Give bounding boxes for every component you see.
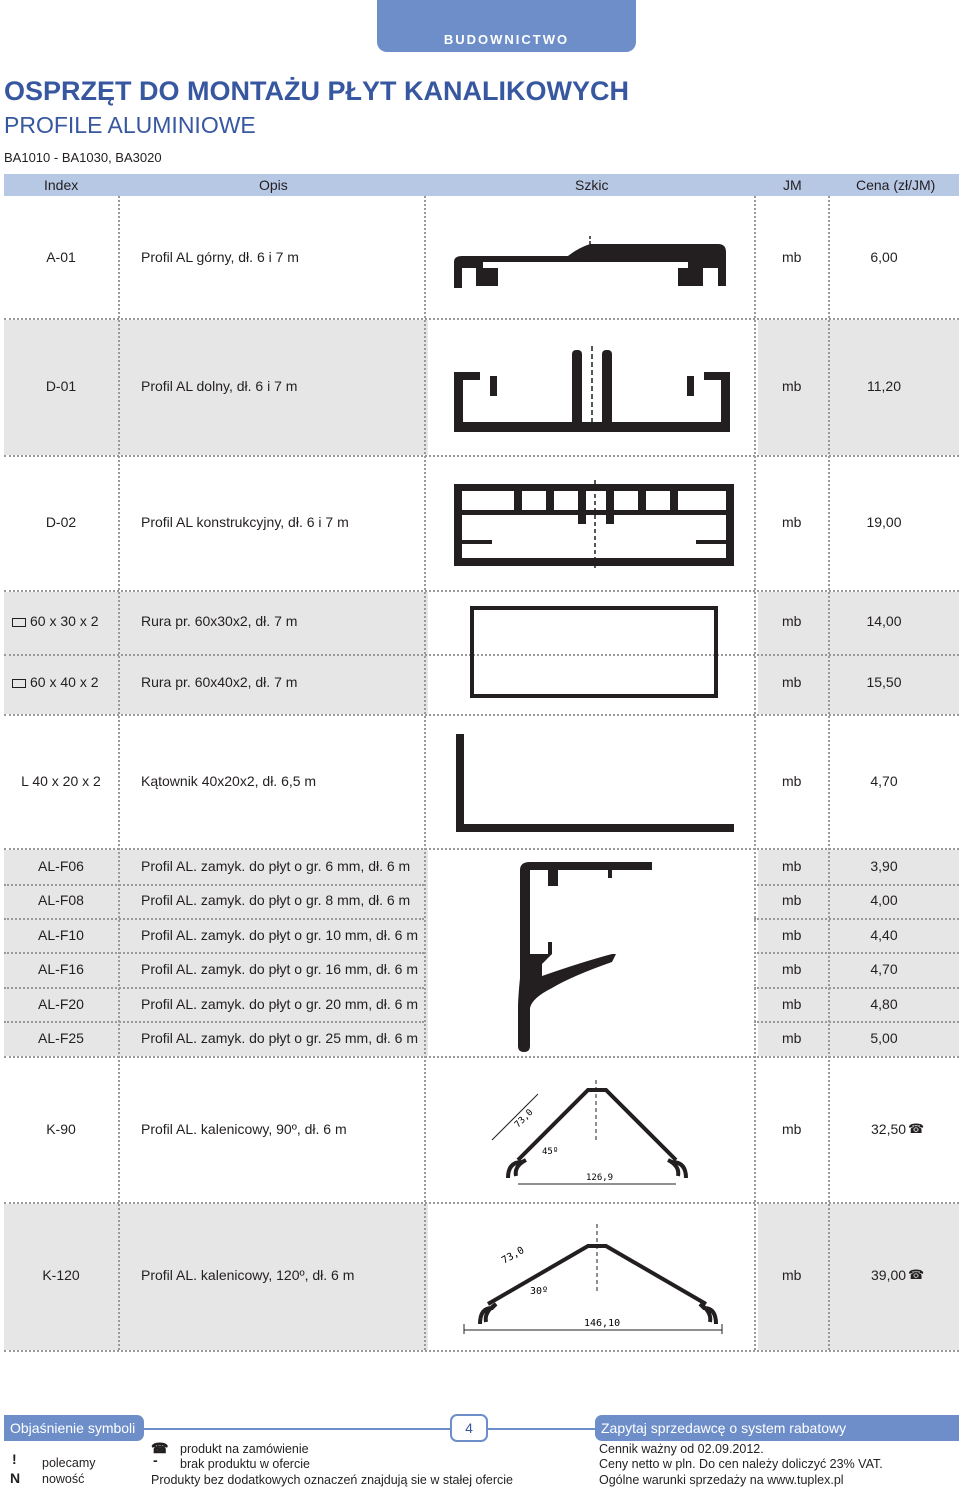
row-cena: 3,90	[870, 858, 898, 874]
row-separator	[754, 884, 959, 886]
ridge-120-sketch	[458, 1224, 728, 1336]
row-index: A-01	[46, 249, 76, 265]
row-index: AL-F06	[38, 858, 84, 874]
legend-order: produkt na zamówienie	[180, 1442, 309, 1456]
row-cena: 11,20	[867, 378, 901, 394]
row-opis: Profil AL. zamyk. do płyt o gr. 8 mm, dł. 6 m	[141, 892, 411, 908]
row-jm: mb	[782, 378, 802, 394]
row-cena: 6,00	[870, 249, 898, 265]
row-separator	[4, 714, 959, 716]
row-separator	[4, 318, 959, 320]
row-separator	[754, 987, 959, 989]
order-phone-icon: ☎	[151, 1440, 169, 1456]
row-jm: mb	[782, 249, 802, 265]
row-index: L 40 x 20 x 2	[21, 773, 101, 789]
row-cena: 32,50	[871, 1121, 907, 1137]
col-separator	[754, 196, 756, 1350]
row-jm: mb	[782, 858, 802, 874]
recommend-symbol: !	[12, 1451, 17, 1467]
rectangle-tube-icon	[12, 679, 26, 688]
row-jm: mb	[782, 1030, 802, 1046]
legend-missing: brak produktu w ofercie	[180, 1457, 310, 1471]
row-jm: mb	[782, 674, 802, 690]
row-jm: mb	[782, 892, 802, 908]
row-index: D-02	[45, 514, 77, 530]
row-separator	[4, 987, 424, 989]
footer-line	[140, 1428, 595, 1430]
row-index: AL-F08	[38, 892, 84, 908]
new-symbol: N	[10, 1470, 21, 1486]
table-header	[4, 174, 959, 196]
row-cena: 19,00	[866, 514, 902, 530]
rectangle-tube-icon	[12, 618, 26, 627]
k90-side-label: 73,0	[513, 1107, 536, 1131]
row-cena: 4,70	[870, 961, 898, 977]
row-opis: Profil AL górny, dł. 6 i 7 m	[141, 249, 299, 265]
row-separator	[4, 884, 424, 886]
row-separator	[4, 848, 959, 850]
row-cena: 14,00	[866, 613, 902, 629]
row-index: 60 x 40 x 2	[30, 674, 99, 690]
row-separator	[754, 1021, 959, 1023]
row-jm: mb	[782, 514, 802, 530]
row-opis: Profil AL. zamyk. do płyt o gr. 6 mm, dł. 6 m	[141, 858, 411, 874]
col-cena: Cena (zł/JM)	[856, 177, 936, 193]
col-jm: JM	[783, 177, 802, 193]
netto-info: Ceny netto w pln. Do cen należy doliczyć 23% VAT.	[599, 1457, 883, 1471]
row-cena: 4,80	[870, 996, 898, 1012]
row-jm: mb	[782, 961, 802, 977]
row-index: AL-F25	[38, 1030, 84, 1046]
row-opis: Profil AL. zamyk. do płyt o gr. 25 mm, dł. 6 m	[141, 1030, 418, 1046]
rabat-title: Zapytaj sprzedawcę o system rabatowy	[595, 1415, 959, 1441]
row-separator	[4, 1350, 959, 1352]
row-separator	[4, 1021, 424, 1023]
row-jm: mb	[782, 927, 802, 943]
closing-profile-sketch	[512, 858, 662, 1054]
row-index: 60 x 30 x 2	[30, 613, 99, 629]
k120-width-label: 146,10	[584, 1318, 621, 1329]
row-opis: Profil AL konstrukcyjny, dł. 6 i 7 m	[141, 514, 349, 530]
col-opis: Opis	[259, 177, 288, 193]
phone-icon: ☎	[908, 1267, 925, 1282]
row-separator	[754, 952, 959, 954]
page-subtitle: PROFILE ALUMINIOWE	[4, 112, 256, 138]
row-opis: Profil AL. zamyk. do płyt o gr. 10 mm, dł. 6 m	[141, 927, 418, 943]
col-index: Index	[44, 177, 79, 193]
row-separator	[4, 590, 959, 592]
row-jm: mb	[782, 996, 802, 1012]
row-index: K-90	[46, 1121, 76, 1137]
row-index: D-01	[45, 378, 77, 394]
row-opis: Rura pr. 60x40x2, dł. 7 m	[141, 674, 298, 690]
angle-sketch	[452, 730, 738, 836]
row-separator	[4, 1202, 959, 1204]
symbols-legend-title: Objaśnienie symboli	[4, 1415, 144, 1441]
product-codes: BA1010 - BA1030, BA3020	[4, 150, 162, 165]
category-tab: BUDOWNICTWO	[377, 0, 636, 52]
row-cena: 39,00	[871, 1267, 907, 1283]
row-jm: mb	[782, 1121, 802, 1137]
k90-angle-label: 45º	[542, 1147, 559, 1157]
row-cena: 15,50	[866, 674, 902, 690]
col-separator	[118, 196, 120, 1350]
row-separator	[4, 1056, 959, 1058]
profile-d01-sketch	[452, 344, 734, 436]
valid-date: Cennik ważny od 02.09.2012.	[599, 1442, 764, 1456]
row-opis: Profil AL dolny, dł. 6 i 7 m	[141, 378, 298, 394]
row-separator	[754, 918, 959, 920]
row-opis: Profil AL. kalenicowy, 90º, dł. 6 m	[141, 1121, 347, 1137]
row-index: AL-F10	[38, 927, 84, 943]
row-opis: Profil AL. zamyk. do płyt o gr. 16 mm, dł. 6 m	[141, 961, 418, 977]
col-szkic: Szkic	[575, 177, 609, 193]
row-cena: 4,40	[870, 927, 898, 943]
profile-d02-sketch	[452, 480, 736, 568]
row-index: AL-F20	[38, 996, 84, 1012]
legend-recommend: polecamy	[42, 1456, 96, 1470]
row-jm: mb	[782, 773, 802, 789]
tube-sketch	[468, 604, 720, 700]
row-cena: 5,00	[870, 1030, 898, 1046]
row-jm: mb	[782, 1267, 802, 1283]
row-opis: Kątownik 40x20x2, dł. 6,5 m	[141, 773, 317, 789]
row-jm: mb	[782, 613, 802, 629]
row-cena: 4,70	[870, 773, 898, 789]
phone-icon: ☎	[908, 1121, 925, 1136]
row-separator	[4, 952, 424, 954]
k120-side-label: 73,0	[500, 1245, 527, 1267]
col-separator	[828, 196, 830, 1350]
ridge-90-sketch	[478, 1080, 718, 1188]
row-index: AL-F16	[38, 961, 84, 977]
k90-width-label: 126,9	[586, 1173, 614, 1183]
row-separator	[4, 455, 959, 457]
terms-link: Ogólne warunki sprzedaży na www.tuplex.pl	[599, 1473, 844, 1487]
row-cena: 4,00	[870, 892, 898, 908]
row-opis: Rura pr. 60x30x2, dł. 7 m	[141, 613, 298, 629]
row-opis: Profil AL. kalenicowy, 120º, dł. 6 m	[141, 1267, 355, 1283]
legend-new: nowość	[42, 1472, 85, 1486]
page-title: OSPRZĘT DO MONTAŻU PŁYT KANALIKOWYCH	[4, 76, 629, 106]
col-separator	[424, 196, 426, 1350]
row-opis: Profil AL. zamyk. do płyt o gr. 20 mm, dł. 6 m	[141, 996, 418, 1012]
row-index: K-120	[42, 1267, 80, 1283]
profile-a01-sketch	[448, 232, 734, 292]
row-separator	[4, 918, 424, 920]
page-number: 4	[450, 1414, 488, 1442]
missing-symbol: -	[153, 1452, 158, 1468]
legend-note: Produkty bez dodatkowych oznaczeń znajdują sie w stałej ofercie	[151, 1473, 514, 1487]
k120-angle-label: 30º	[530, 1286, 549, 1297]
